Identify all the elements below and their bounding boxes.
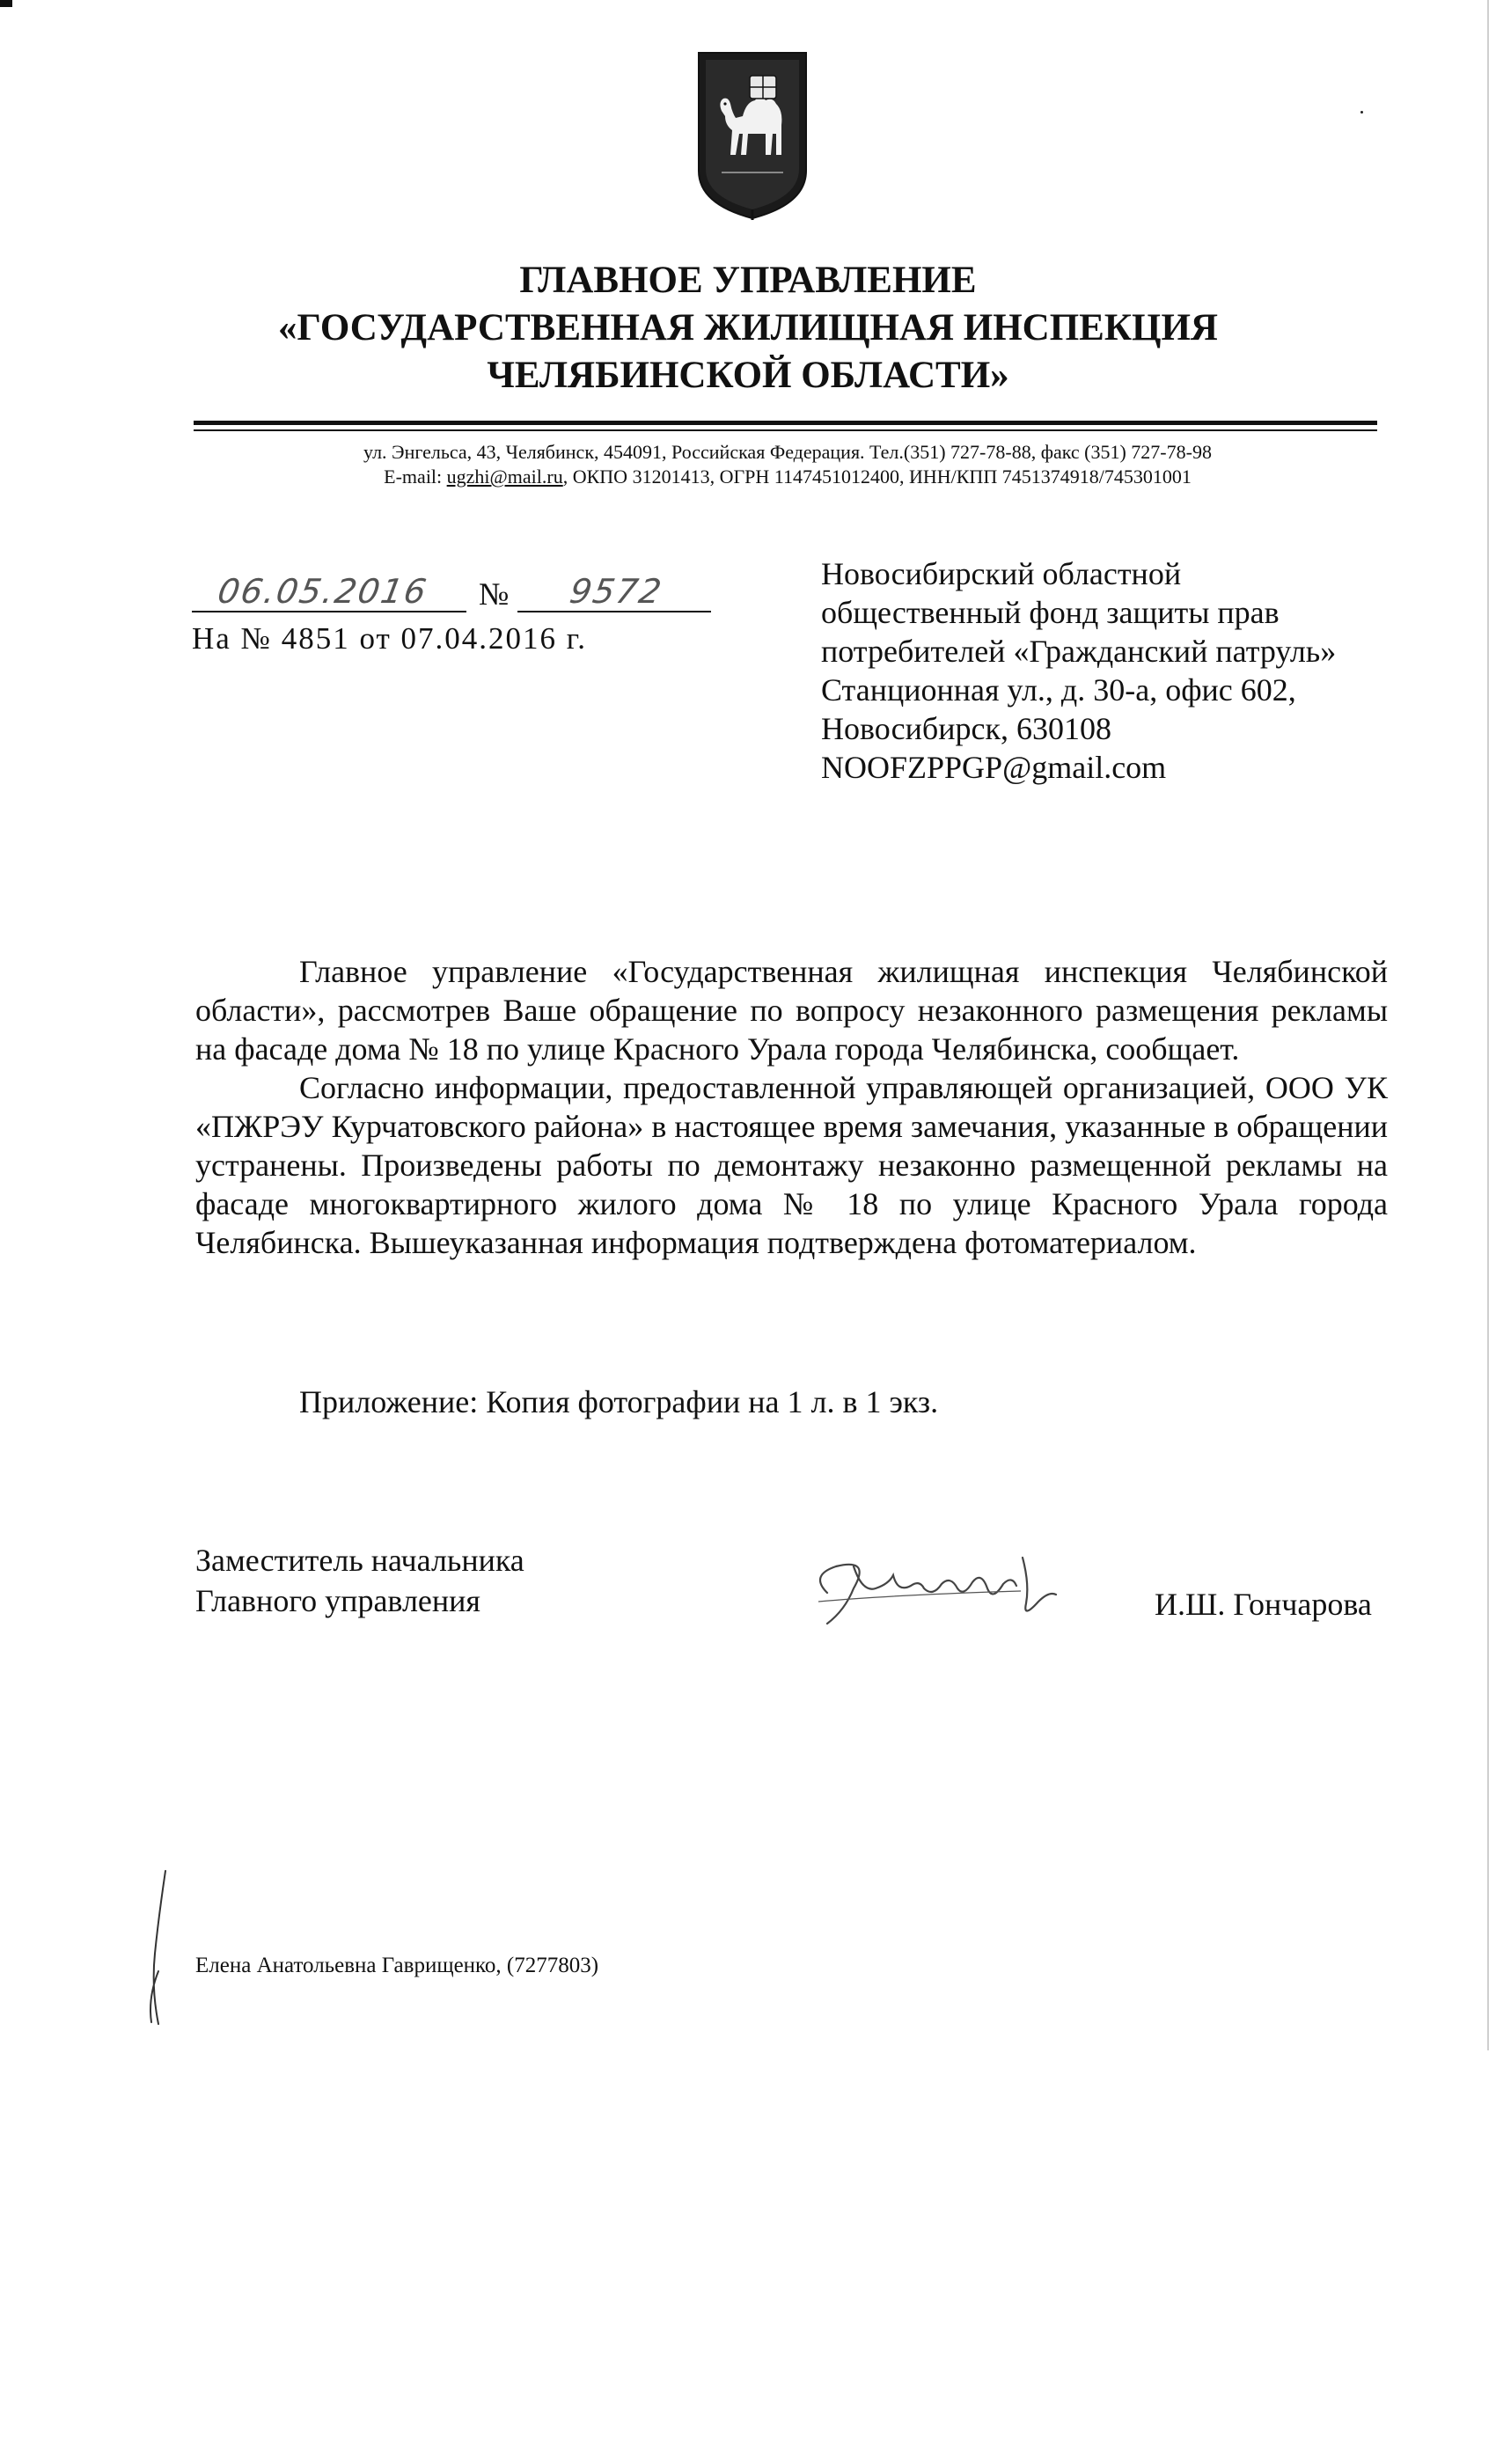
- number-underline: [517, 611, 711, 612]
- position-line-1: Заместитель начальника: [195, 1543, 524, 1578]
- margin-pen-mark: [132, 1866, 176, 2033]
- scan-speck: [1360, 111, 1363, 114]
- contact-registry-line: [264, 465, 1311, 489]
- header-divider-thick: [194, 421, 1377, 425]
- addressee-line: потребителей «Гражданский патруль»: [821, 634, 1337, 669]
- blank-area: [0, 2050, 1496, 2464]
- number-sign: №: [479, 576, 510, 612]
- signatory-position: [195, 1540, 524, 1621]
- addressee-line: Новосибирский областной: [821, 556, 1182, 591]
- coat-of-arms-icon: [695, 49, 810, 222]
- org-title-line-3: ЧЕЛЯБИНСКОЙ ОБЛАСТИ»: [487, 355, 1009, 396]
- attachment-note: Приложение: Копия фотографии на 1 л. в 1 экз.: [299, 1384, 939, 1419]
- addressee-line: Станционная ул., д. 30-а, офис 602,: [821, 672, 1296, 708]
- handwritten-signature: [792, 1540, 1082, 1637]
- email-link[interactable]: ugzhi@mail.ru: [446, 466, 563, 488]
- scan-corner-mark: [0, 0, 12, 7]
- registry-codes: , ОКПО 31201413, ОГРН 1147451012400, ИНН/КПП 7451374918/745301001: [562, 466, 1192, 488]
- date-underline: [192, 611, 466, 612]
- executor-contact: Елена Анатольевна Гаврищенко, (7277803): [195, 1954, 599, 1977]
- email-label: E-mail:: [384, 466, 447, 488]
- header-divider-thin: [194, 429, 1377, 431]
- signatory-name: И.Ш. Гончарова: [1155, 1587, 1372, 1622]
- addressee-line: Новосибирск, 630108: [821, 711, 1111, 746]
- contact-details: [264, 440, 1311, 489]
- addressee-line: общественный фонд защиты прав: [821, 595, 1280, 630]
- addressee-email: NOOFZPPGP@gmail.com: [821, 750, 1167, 785]
- body-paragraph-1: Главное управление «Государственная жилищная инспекция Челябинской области», рассмотрев Ваше обращение по вопросу незаконного размещения рекламы на фасаде дома № 18 по улице Красного Урала города Челябинска, сообщает.: [195, 954, 1388, 1067]
- position-line-2: Главного управления: [195, 1583, 480, 1618]
- reference-line: На № 4851 от 07.04.2016 г.: [192, 621, 587, 656]
- letter-body: [195, 952, 1388, 1262]
- handwritten-date: 06.05.2016: [215, 572, 431, 611]
- body-paragraph-2: Согласно информации, предоставленной управляющей организацией, ООО УК «ПЖРЭУ Курчатовского района» в настоящее время замечания, указанные в обращении устранены. Произведены работы по демонтажу незаконно размещенной рекламы на фасаде многоквартирного жилого дома № 18 по улице Красного Урала города Челябинска. Вышеуказанная информация подтверждена фотоматериалом.: [195, 1070, 1388, 1260]
- org-title-line-1: ГЛАВНОЕ УПРАВЛЕНИЕ: [519, 260, 977, 301]
- registration-line: [192, 572, 711, 616]
- scan-edge-shadow: [1487, 0, 1489, 2050]
- contact-address-line: ул. Энгельса, 43, Челябинск, 454091, Российская Федерация. Тел.(351) 727-78-88, факс (351) 727-78-98: [363, 441, 1212, 463]
- organization-title: [176, 257, 1320, 400]
- handwritten-number: 9572: [567, 572, 666, 611]
- org-title-line-2: «ГОСУДАРСТВЕННАЯ ЖИЛИЩНАЯ ИНСПЕКЦИЯ: [278, 307, 1218, 348]
- addressee-block: [821, 554, 1437, 787]
